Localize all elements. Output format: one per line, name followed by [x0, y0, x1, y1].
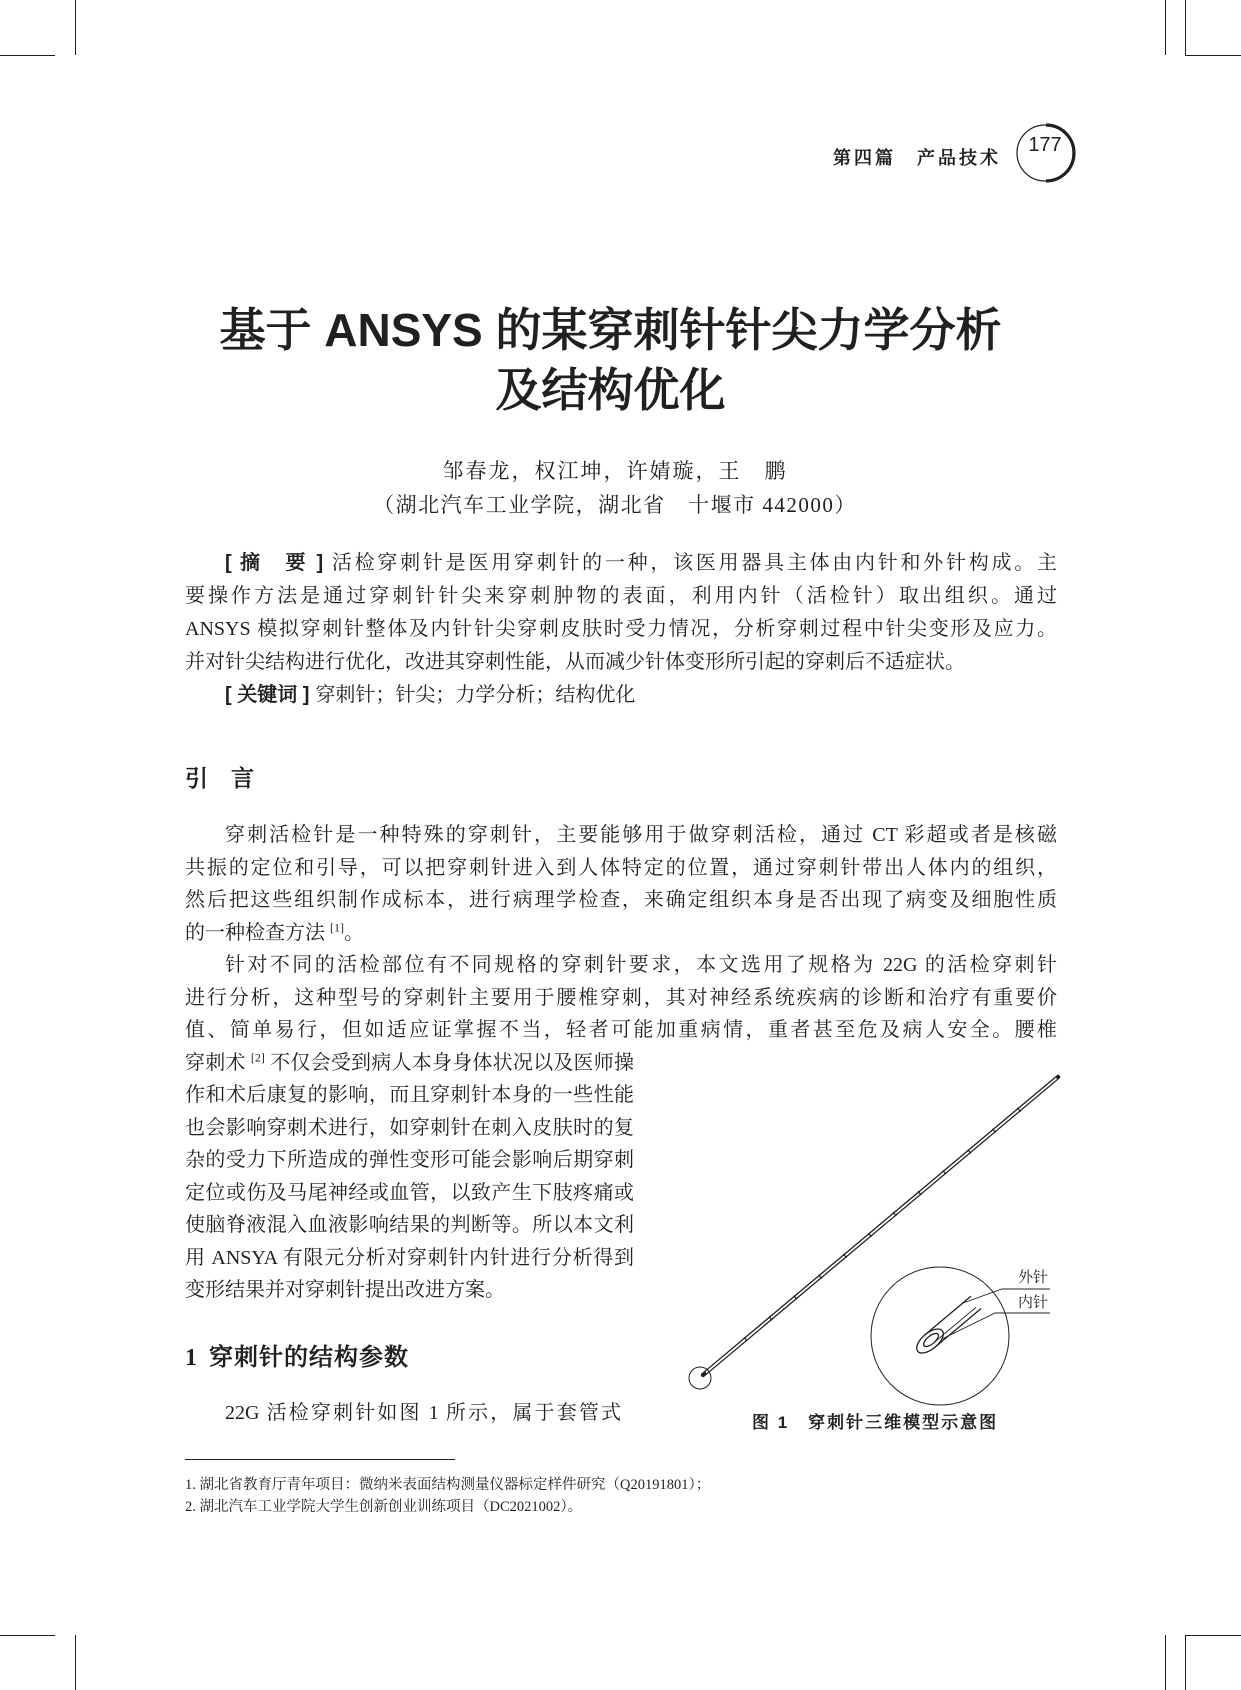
keywords [185, 679, 1057, 712]
abstract-line: ANSYS 模拟穿刺针整体及内针针尖穿刺皮肤时受力情况，分析穿刺过程中针尖变形及应力。 [185, 618, 1057, 640]
label-outer-needle: 外针 [1018, 1270, 1049, 1286]
crop-mark-top-left-h [0, 55, 55, 56]
abstract-line [185, 547, 1057, 580]
paragraph-line: 杂的受力下所造成的弹性变形可能会影响后期穿刺 [185, 1149, 634, 1171]
footnote-1: 1. 湖北省教育厅青年项目：微纳米表面结构测量仪器标定样件研究（Q20191801）； [185, 1477, 711, 1493]
figure-caption: 图 1 穿刺针三维模型示意图 [752, 1413, 999, 1432]
tip-marker-circle [689, 1367, 711, 1389]
paragraph-line [185, 917, 1057, 950]
abstract-line: 并对针尖结构进行优化，改进其穿刺性能，从而减少针体变形所引起的穿刺后不适症状。 [185, 651, 965, 673]
abstract-line: 要操作方法是通过穿刺针针尖来穿刺肿物的表面，利用内针（活检针）取出组织。通过 [185, 585, 1057, 607]
citation-ref-1: [1] [330, 919, 344, 934]
section-number: 1 [185, 1345, 197, 1371]
crop-mark-top-left-v [75, 0, 76, 55]
affiliation: （湖北汽车工业学院，湖北省 十堰市 442000） [373, 493, 857, 517]
paper-title-line-1: 基于 ANSYS 的某穿刺针针尖力学分析 [219, 304, 1002, 356]
footnote-2: 2. 湖北汽车工业学院大学生创新创业训练项目（DC2021002）。 [185, 1499, 583, 1515]
paragraph-line: 然后把这些组织制作成标本，进行病理学检查，来确定组织本身是否出现了病变及细胞性质 [185, 889, 1057, 911]
paragraph-line [185, 1047, 634, 1080]
paragraph-line: 22G 活检穿刺针如图 1 所示，属于套管式 [225, 1402, 621, 1424]
keywords-text: 穿刺针；针尖；力学分析；结构优化 [315, 684, 636, 706]
abstract-label: [ 摘 要 ] [225, 552, 324, 574]
paragraph-text: 不仅会受到病人本身身体状况以及医师操 [264, 1051, 635, 1074]
paragraph-line: 用 ANSYA 有限元分析对穿刺针内针进行分析得到 [185, 1246, 634, 1269]
paragraph-text: 的一种检查方法 [185, 921, 330, 944]
needle-tip-detail [913, 1296, 981, 1357]
abstract [185, 547, 1057, 712]
crop-mark-top-right-v1 [1165, 0, 1166, 55]
paragraph-line: 进行分析，这种型号的穿刺针主要用于腰椎穿刺，其对神经系统疾病的诊断和治疗有重要价 [185, 986, 1057, 1009]
label-inner-needle: 内针 [1018, 1295, 1049, 1311]
paragraph-text: 穿刺术 [185, 1051, 251, 1074]
footnote-rule [185, 1459, 455, 1460]
paragraph-line: 使脑脊液混入血液影响结果的判断等。所以本文利 [185, 1214, 634, 1236]
detail-zoom-circle [871, 1267, 1009, 1405]
paragraph-line: 变形结果并对穿刺针提出改进方案。 [185, 1279, 505, 1301]
paragraph-text: 。 [344, 921, 364, 944]
paragraph-line: 值、简单易行，但如适应证掌握不当，轻者可能加重病情，重者甚至危及病人安全。腰椎 [185, 1019, 1057, 1041]
crop-mark-bottom-right-v2 [1185, 1635, 1186, 1690]
paragraph-line: 共振的定位和引导，可以把穿刺针进入到人体特定的位置，通过穿刺针带出人体内的组织， [185, 856, 1057, 879]
crop-mark-top-right-v2 [1185, 0, 1186, 55]
paragraph-line: 作和术后康复的影响，而且穿刺针本身的一些性能 [185, 1084, 634, 1106]
crop-mark-bottom-right-h [1185, 1635, 1241, 1636]
needle-body [703, 1077, 1058, 1375]
needle-figure [680, 1060, 1070, 1410]
paragraph-line: 穿刺活检针是一种特殊的穿刺针，主要能够用于做穿刺活检，通过 CT 彩超或者是核磁 [225, 824, 1057, 846]
page-number: 177 [1028, 134, 1062, 156]
crop-mark-top-right-h [1185, 55, 1241, 56]
keywords-label: [ 关键词 ] [225, 684, 310, 706]
crop-mark-bottom-left-h [0, 1635, 55, 1636]
paragraph-line: 也会影响穿刺术进行，如穿刺针在刺入皮肤时的复 [185, 1116, 634, 1139]
crop-mark-bottom-right-v1 [1165, 1635, 1166, 1690]
section-title: 穿刺针的结构参数 [209, 1345, 409, 1371]
paragraph-line: 针对不同的活检部位有不同规格的穿刺针要求，本文选用了规格为 22G 的活检穿刺针 [225, 954, 1057, 976]
abstract-text: 活检穿刺针是医用穿刺针的一种，该医用器具主体由内针和外针构成。主 [329, 552, 1058, 574]
citation-ref-2: [2] [250, 1049, 265, 1064]
crop-mark-bottom-left-v [75, 1635, 76, 1690]
running-header: 第四篇 产品技术 [833, 148, 1001, 168]
paper-title-line-2: 及结构优化 [495, 364, 726, 416]
paragraph-line: 定位或伤及马尾神经或血管，以致产生下肢疼痛或 [185, 1181, 634, 1204]
section-heading-1 [185, 1343, 409, 1373]
section-heading-intro: 引 言 [185, 766, 254, 791]
authors: 邹春龙，权江坤，许婧璇，王 鹏 [442, 459, 788, 483]
